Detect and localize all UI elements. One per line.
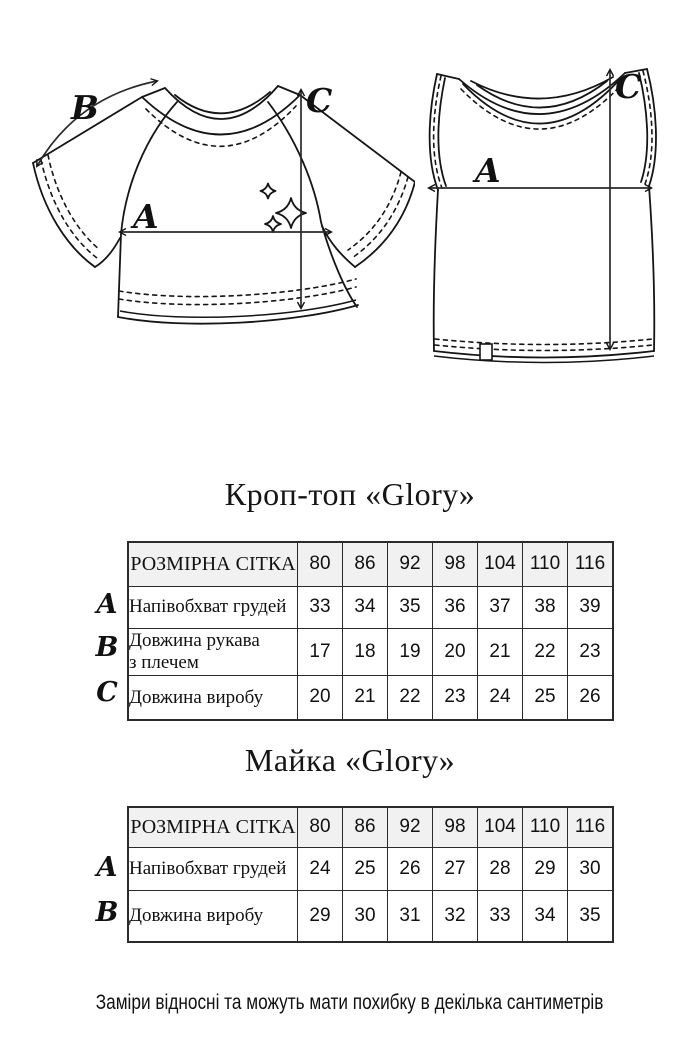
measure-value: 27 <box>433 847 478 890</box>
crop-top-drawing <box>25 55 415 345</box>
table-row <box>128 675 613 720</box>
measure-value: 23 <box>433 675 478 720</box>
sparkle-icon <box>265 216 281 232</box>
care-label-tab <box>480 344 492 360</box>
measure-value: 33 <box>478 890 523 942</box>
measure-row-label: Довжина виробу <box>128 890 298 942</box>
measure-value: 33 <box>298 586 343 628</box>
measure-value: 25 <box>343 847 388 890</box>
right-shoulder-line <box>278 86 415 182</box>
measure-row-label <box>128 628 298 675</box>
size-col-header: 86 <box>343 542 388 586</box>
left-cuff-edge <box>33 163 95 267</box>
measure-value: 37 <box>478 586 523 628</box>
measure-value: 30 <box>343 890 388 942</box>
right-armhole-edge <box>647 69 656 186</box>
measure-row-label: Довжина виробу <box>128 675 298 720</box>
measure-value: 25 <box>523 675 568 720</box>
sparkle-icon <box>261 184 276 199</box>
size-col-header: 98 <box>433 542 478 586</box>
measure-value: 29 <box>523 847 568 890</box>
measure-value: 22 <box>523 628 568 675</box>
measure-row-label: Напівобхват грудей <box>128 847 298 890</box>
size-col-header: 116 <box>568 807 614 847</box>
measure-value: 26 <box>568 675 614 720</box>
measure-c-label: C <box>615 67 642 106</box>
left-underarm-line <box>95 238 120 267</box>
measure-value: 21 <box>343 675 388 720</box>
hem-stitch-2 <box>435 345 653 351</box>
size-col-header: 92 <box>388 807 433 847</box>
size-col-header: 116 <box>568 542 614 586</box>
measure-value: 35 <box>388 586 433 628</box>
measure-value: 26 <box>388 847 433 890</box>
measure-value: 34 <box>343 586 388 628</box>
right-armhole-body-seam <box>268 102 357 307</box>
measure-value: 38 <box>523 586 568 628</box>
measure-value: 19 <box>388 628 433 675</box>
tank-top-drawing <box>425 52 675 372</box>
measure-value: 28 <box>478 847 523 890</box>
measure-a-label: A <box>475 151 501 190</box>
size-col-header: 104 <box>478 542 523 586</box>
measure-value: 32 <box>433 890 478 942</box>
measure-value: 20 <box>298 675 343 720</box>
size-col-header: 104 <box>478 807 523 847</box>
table-row <box>128 628 613 675</box>
tank-top-title: Майка «Glory» <box>244 742 456 778</box>
measure-a-label: A <box>133 197 159 236</box>
disclaimer-note <box>0 991 700 1015</box>
table-row <box>128 847 613 890</box>
label-line-1: Довжина рукава <box>129 630 260 652</box>
size-grid-header: РОЗМІРНА СІТКА <box>128 542 298 586</box>
size-col-header: 92 <box>388 542 433 586</box>
crop-top-title: Кроп-топ «Glory» <box>224 476 476 512</box>
hem-outer-edge <box>434 351 654 358</box>
hem-stitch-1 <box>435 339 653 345</box>
measure-b-label: B <box>71 88 99 127</box>
measure-value: 39 <box>568 586 614 628</box>
size-col-header: 80 <box>298 542 343 586</box>
measure-c-label: C <box>306 81 333 120</box>
table-header-row <box>128 542 613 586</box>
measure-value: 30 <box>568 847 614 890</box>
size-col-header: 80 <box>298 807 343 847</box>
disclaimer-text: Заміри відносні та можуть мати похибку в декілька сантиметрів <box>96 991 604 1014</box>
measure-value: 35 <box>568 890 614 942</box>
label-line-2: з плечем <box>129 651 199 673</box>
crop-top-size-table <box>127 541 614 721</box>
measure-value: 20 <box>433 628 478 675</box>
measure-value: 29 <box>298 890 343 942</box>
left-side-seam <box>434 190 438 351</box>
size-col-header: 98 <box>433 807 478 847</box>
measure-row-label: Напівобхват грудей <box>128 586 298 628</box>
size-grid-header: РОЗМІРНА СІТКА <box>128 807 298 847</box>
measure-value: 34 <box>523 890 568 942</box>
measure-value: 31 <box>388 890 433 942</box>
measure-value: 21 <box>478 628 523 675</box>
size-chart-sheet: A B C A C Кроп-топ «Glory» РОЗМІРНА СІТКА 80 86 92 98 104 110 116 Напівобхват грудей 33 34 35 36 37 38 39 Довжина рукава з плечем 17 18 19 20 21 22 23 Довжина виробу 20 21 22 23 24 25 26 A B C Майка «Glory» РОЗМІРНА СІТКА 80 86 92 98 104 110 116 Напівобхват грудей 24 25 26 27 28 29 30 Довжина виробу 29 30 31 32 33 34 35 A B Заміри відносні та можуть мати похибку в декілька сантиметрів <box>0 0 700 1050</box>
measure-value: 23 <box>568 628 614 675</box>
table-header-row <box>128 807 613 847</box>
hem-stitch-1 <box>119 279 356 297</box>
measure-value: 24 <box>478 675 523 720</box>
size-col-header: 110 <box>523 542 568 586</box>
size-col-header: 86 <box>343 807 388 847</box>
tank-top-size-table <box>127 806 614 943</box>
table-row <box>128 890 613 942</box>
right-side-seam <box>649 186 654 351</box>
measure-value: 17 <box>298 628 343 675</box>
left-armhole-binding <box>438 78 446 186</box>
measure-value: 36 <box>433 586 478 628</box>
table-row <box>128 586 613 628</box>
measure-value: 24 <box>298 847 343 890</box>
size-col-header: 110 <box>523 807 568 847</box>
measure-value: 18 <box>343 628 388 675</box>
measure-value: 22 <box>388 675 433 720</box>
